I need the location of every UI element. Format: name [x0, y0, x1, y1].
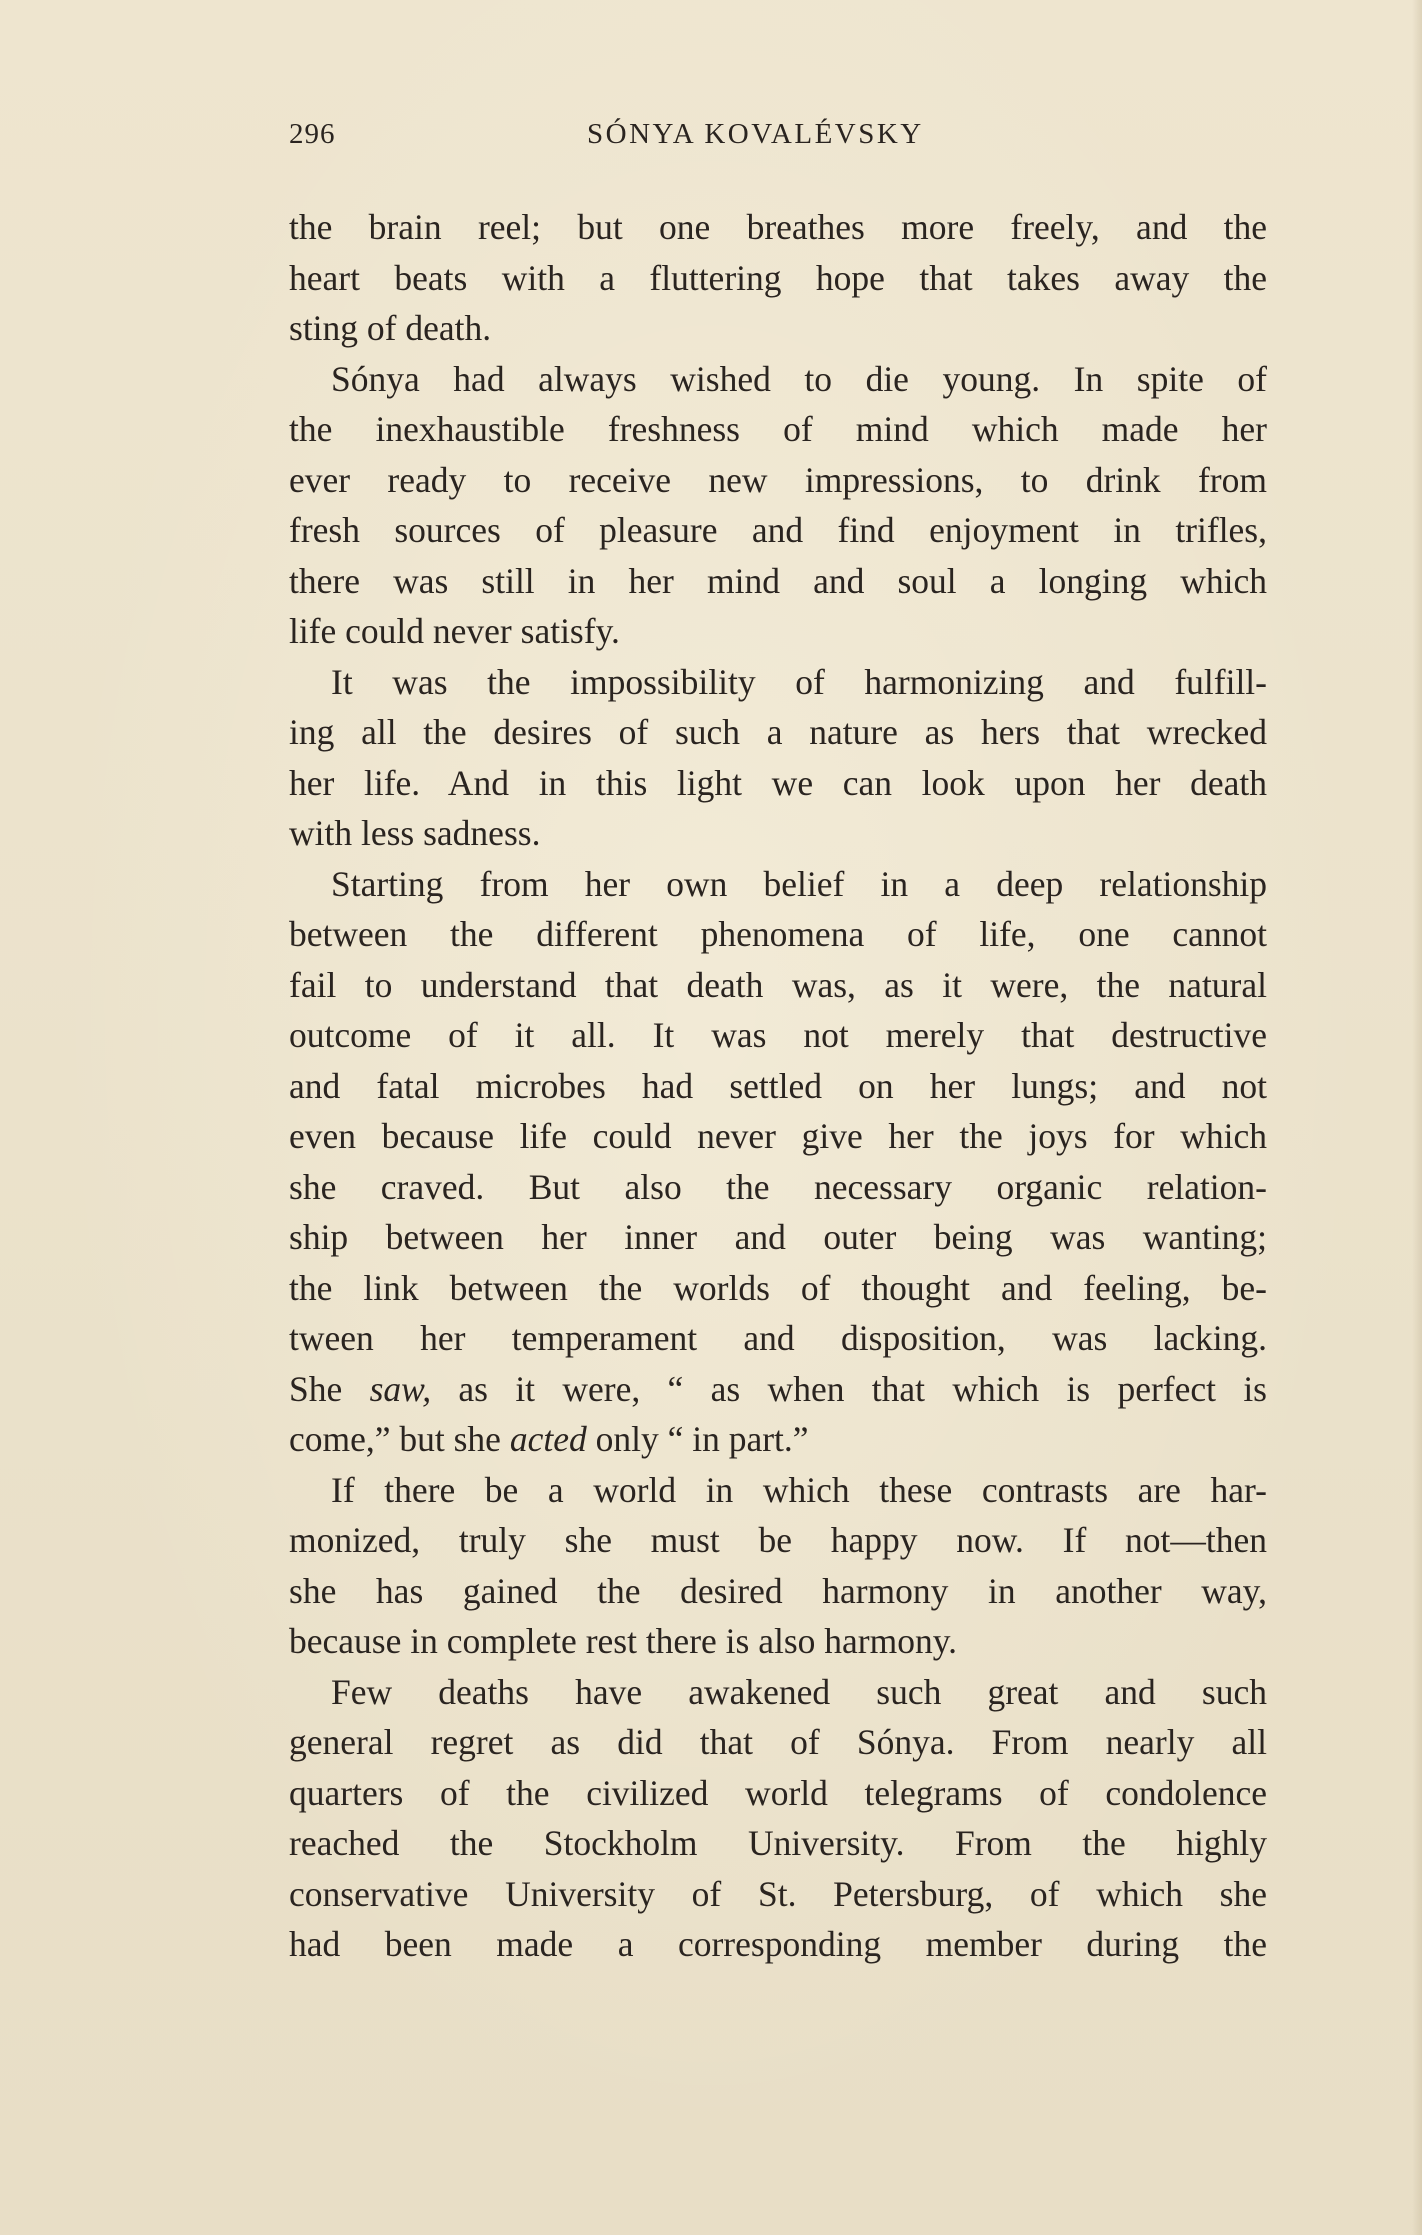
text-line: outcome of it all. It was not merely that destructive [289, 1015, 1267, 1055]
text-line: reached the Stockholm University. From the highly [289, 1823, 1267, 1863]
text-line: sting of death. [289, 308, 492, 348]
text-line: fresh sources of pleasure and find enjoyment in trifles, [289, 510, 1267, 550]
text-line: she has gained the desired harmony in another way, [289, 1570, 1267, 1611]
text-line: had been made a corresponding member during the [289, 1924, 1267, 1964]
text-line: Sónya had always wished to die young. In spite of [331, 358, 1267, 399]
text-segment: as it were, “ as when that which is perfect is [431, 1368, 1267, 1409]
text-line: general regret as did that of Sónya. From nearly all [289, 1722, 1267, 1762]
text-line [289, 1414, 1267, 1465]
body-text [289, 202, 1267, 1970]
text-line [289, 1364, 1267, 1415]
text-line: If there be a world in which these contrasts are har- [331, 1469, 1267, 1510]
text-line: conservative University of St. Petersburg, of which she [289, 1873, 1267, 1914]
text-segment: only “ in part.” [586, 1419, 809, 1459]
page-edge-shadow [1412, 0, 1422, 2235]
text-line: because in complete rest there is also harmony. [289, 1621, 958, 1661]
text-line: tween her temperament and disposition, was lacking. [289, 1318, 1267, 1358]
text-line: there was still in her mind and soul a longing which [289, 560, 1267, 601]
text-line: and fatal microbes had settled on her lungs; and not [289, 1065, 1267, 1106]
text-line: fail to understand that death was, as it were, the natural [289, 964, 1267, 1005]
text-line: ship between her inner and outer being was wanting; [289, 1217, 1267, 1257]
text-line: life could never satisfy. [289, 611, 620, 651]
text-line: the brain reel; but one breathes more freely, and the [289, 207, 1267, 247]
text-line: Few deaths have awakened such great and such [331, 1671, 1267, 1712]
italic-emphasis: acted [509, 1419, 587, 1459]
running-title: SÓNYA KOVALÉVSKY [587, 118, 924, 150]
text-line: monized, truly she must be happy now. If not—then [289, 1520, 1267, 1560]
text-line: quarters of the civilized world telegrams of condolence [289, 1772, 1267, 1813]
text-line: ever ready to receive new impressions, to drink from [289, 459, 1267, 500]
text-line: between the different phenomena of life, one cannot [289, 914, 1267, 954]
text-line: with less sadness. [289, 813, 541, 853]
text-line: her life. And in this light we can look upon her death [289, 762, 1267, 803]
running-head [289, 118, 1267, 158]
page-number: 296 [289, 118, 336, 150]
text-line: ing all the desires of such a nature as hers that wrecked [289, 712, 1267, 752]
text-segment: She [289, 1368, 370, 1409]
text-line: the link between the worlds of thought and feeling, be- [289, 1267, 1267, 1308]
italic-emphasis: saw, [369, 1368, 432, 1409]
text-line: It was the impossibility of harmonizing and fulfill- [331, 661, 1267, 702]
text-line: the inexhaustible freshness of mind which made her [289, 409, 1267, 449]
text-line: even because life could never give her the joys for which [289, 1116, 1267, 1156]
text-line: heart beats with a fluttering hope that takes away the [289, 257, 1267, 298]
text-line: Starting from her own belief in a deep relationship [331, 863, 1267, 904]
text-line: she craved. But also the necessary organic relation- [289, 1166, 1267, 1207]
text-segment: come,” but she [289, 1419, 510, 1459]
